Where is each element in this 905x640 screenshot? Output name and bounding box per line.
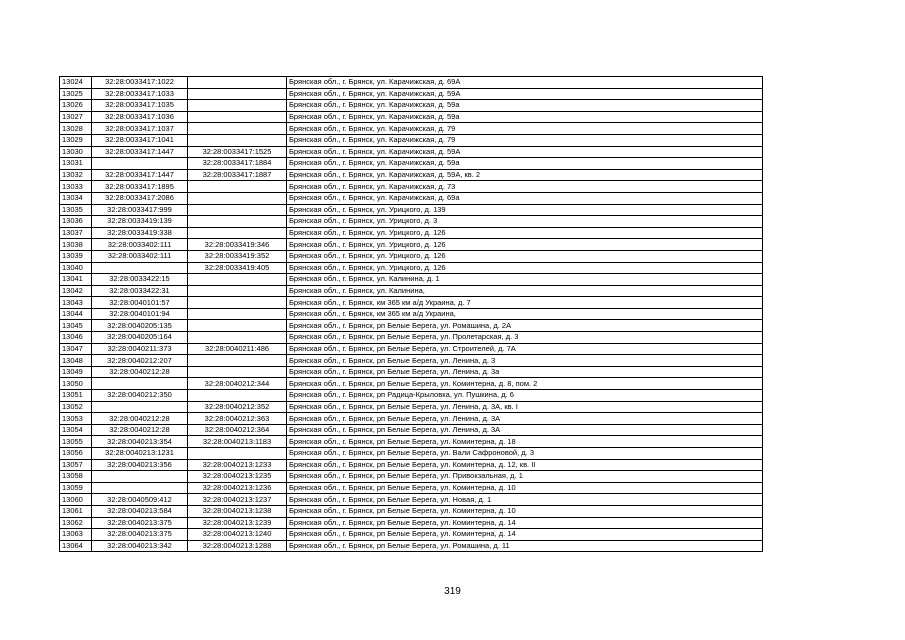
table-row: [60, 192, 763, 204]
table-row: [60, 401, 763, 413]
table-row: [60, 424, 763, 436]
row-number-cell: 13052: [60, 401, 92, 413]
table-row: [60, 181, 763, 193]
table-row: [60, 517, 763, 529]
related-cadastral-number-cell: [188, 100, 287, 112]
cadastral-number-cell: [92, 262, 188, 274]
address-cell: Брянская обл., г. Брянск, рп Белые Берега, ул. Ромашина, д. 2А: [287, 320, 763, 332]
table-row: [60, 111, 763, 123]
address-cell: Брянская обл., г. Брянск, рп Белые Берега, ул. Новая, д. 1: [287, 494, 763, 506]
row-number-cell: 13035: [60, 204, 92, 216]
row-number-cell: 13064: [60, 540, 92, 552]
related-cadastral-number-cell: 32:28:0040212:344: [188, 378, 287, 390]
related-cadastral-number-cell: [188, 285, 287, 297]
table-row: [60, 239, 763, 251]
table-row: [60, 262, 763, 274]
address-cell: Брянская обл., г. Брянск, рп Белые Берега, ул. Коминтерна, д. 8, пом. 2: [287, 378, 763, 390]
address-cell: Брянская обл., г. Брянск, рп Белые Берега, ул. Ленина, д. 3А: [287, 413, 763, 425]
table-row: [60, 77, 763, 89]
table-row: [60, 413, 763, 425]
row-number-cell: 13057: [60, 459, 92, 471]
row-number-cell: 13061: [60, 505, 92, 517]
address-cell: Брянская обл., г. Брянск, рп Белые Берега, ул. Пролетарская, д. 3: [287, 332, 763, 344]
address-cell: Брянская обл., г. Брянск, рп Белые Берега, ул. Коминтерна, д. 18: [287, 436, 763, 448]
address-cell: Брянская обл., г. Брянск, рп Белые Берега, ул. Ленина, д. 3а: [287, 366, 763, 378]
related-cadastral-number-cell: 32:28:0040212:363: [188, 413, 287, 425]
address-cell: Брянская обл., г. Брянск, ул. Урицкого, д. 139: [287, 204, 763, 216]
table-row: [60, 169, 763, 181]
table-row: [60, 494, 763, 506]
cadastral-number-cell: 32:28:0033419:139: [92, 216, 188, 228]
table-row: [60, 204, 763, 216]
address-cell: Брянская обл., г. Брянск, ул. Карачижская, д. 69а: [287, 192, 763, 204]
address-cell: Брянская обл., г. Брянск, км 365 км а/д Украина,: [287, 308, 763, 320]
table-row: [60, 529, 763, 541]
cadastral-number-cell: 32:28:0033417:1041: [92, 134, 188, 146]
address-cell: Брянская обл., г. Брянск, ул. Карачижская, д. 59а: [287, 158, 763, 170]
table-row: [60, 158, 763, 170]
row-number-cell: 13044: [60, 308, 92, 320]
cadastral-number-cell: 32:28:0033417:1033: [92, 88, 188, 100]
cadastral-number-cell: 32:28:0040205:164: [92, 332, 188, 344]
row-number-cell: 13037: [60, 227, 92, 239]
row-number-cell: 13063: [60, 529, 92, 541]
related-cadastral-number-cell: 32:28:0033419:352: [188, 250, 287, 262]
table-row: [60, 343, 763, 355]
related-cadastral-number-cell: 32:28:0040213:1235: [188, 471, 287, 483]
related-cadastral-number-cell: 32:28:0040213:1239: [188, 517, 287, 529]
cadastral-number-cell: 32:28:0040213:375: [92, 517, 188, 529]
cadastral-number-cell: 32:28:0040211:373: [92, 343, 188, 355]
related-cadastral-number-cell: [188, 332, 287, 344]
row-number-cell: 13054: [60, 424, 92, 436]
row-number-cell: 13043: [60, 297, 92, 309]
related-cadastral-number-cell: [188, 192, 287, 204]
table-row: [60, 540, 763, 552]
related-cadastral-number-cell: [188, 123, 287, 135]
related-cadastral-number-cell: 32:28:0040213:1183: [188, 436, 287, 448]
table-row: [60, 100, 763, 112]
cadastral-number-cell: 32:28:0040212:28: [92, 366, 188, 378]
row-number-cell: 13051: [60, 390, 92, 402]
address-cell: Брянская обл., г. Брянск, рп Белые Берега, ул. Вали Сафроновой, д. 3: [287, 448, 763, 460]
table-row: [60, 378, 763, 390]
related-cadastral-number-cell: 32:28:0040213:1288: [188, 540, 287, 552]
table-row: [60, 227, 763, 239]
address-cell: Брянская обл., г. Брянск, рп Белые Берега, ул. Ленина, д. 3: [287, 355, 763, 367]
cadastral-number-cell: [92, 482, 188, 494]
address-cell: Брянская обл., г. Брянск, рп Белые Берега, ул. Ленина, д. 3А, кв. I: [287, 401, 763, 413]
related-cadastral-number-cell: 32:28:0033419:405: [188, 262, 287, 274]
cadastral-number-cell: 32:28:0033417:1037: [92, 123, 188, 135]
row-number-cell: 13036: [60, 216, 92, 228]
related-cadastral-number-cell: 32:28:0033417:1525: [188, 146, 287, 158]
cadastral-number-cell: 32:28:0040212:207: [92, 355, 188, 367]
related-cadastral-number-cell: [188, 111, 287, 123]
table-row: [60, 436, 763, 448]
table-row: [60, 88, 763, 100]
table-row: [60, 448, 763, 460]
related-cadastral-number-cell: [188, 355, 287, 367]
table-row: [60, 505, 763, 517]
cadastral-number-cell: 32:28:0033417:999: [92, 204, 188, 216]
cadastral-number-cell: 32:28:0033402:111: [92, 250, 188, 262]
cadastral-number-cell: 32:28:0033417:1036: [92, 111, 188, 123]
row-number-cell: 13046: [60, 332, 92, 344]
cadastral-number-cell: [92, 471, 188, 483]
address-cell: Брянская обл., г. Брянск, рп Белые Берега, ул. Коминтерна, д. 10: [287, 505, 763, 517]
cadastral-number-cell: 32:28:0033417:1447: [92, 146, 188, 158]
cadastral-number-cell: 32:28:0040205:135: [92, 320, 188, 332]
row-number-cell: 13042: [60, 285, 92, 297]
cadastral-number-cell: 32:28:0040212:28: [92, 424, 188, 436]
related-cadastral-number-cell: 32:28:0040213:1238: [188, 505, 287, 517]
related-cadastral-number-cell: 32:28:0040211:486: [188, 343, 287, 355]
table-row: [60, 308, 763, 320]
table-row: [60, 146, 763, 158]
cadastral-number-cell: [92, 401, 188, 413]
cadastral-number-cell: 32:28:0033417:2086: [92, 192, 188, 204]
address-cell: Брянская обл., г. Брянск, рп Белые Берега, ул. Ромашина, д. 11: [287, 540, 763, 552]
cadastral-number-cell: 32:28:0033417:1895: [92, 181, 188, 193]
address-cell: Брянская обл., г. Брянск, рп Белые Берега, ул. Строителей, д. 7А: [287, 343, 763, 355]
address-cell: Брянская обл., г. Брянск, ул. Карачижская, д. 69А: [287, 77, 763, 89]
related-cadastral-number-cell: 32:28:0040212:352: [188, 401, 287, 413]
address-cell: Брянская обл., г. Брянск, рп Белые Берега, ул. Коминтерна, д. 14: [287, 517, 763, 529]
address-cell: Брянская обл., г. Брянск, ул. Карачижская, д. 79: [287, 134, 763, 146]
related-cadastral-number-cell: [188, 181, 287, 193]
row-number-cell: 13029: [60, 134, 92, 146]
address-cell: Брянская обл., г. Брянск, ул. Урицкого, д. 126: [287, 250, 763, 262]
cadastral-number-cell: 32:28:0040213:342: [92, 540, 188, 552]
table-row: [60, 390, 763, 402]
table-row: [60, 216, 763, 228]
cadastral-number-cell: 32:28:0040213:1231: [92, 448, 188, 460]
row-number-cell: 13026: [60, 100, 92, 112]
related-cadastral-number-cell: [188, 448, 287, 460]
cadastral-number-cell: 32:28:0040101:57: [92, 297, 188, 309]
address-cell: Брянская обл., г. Брянск, ул. Карачижская, д. 59а: [287, 100, 763, 112]
row-number-cell: 13041: [60, 274, 92, 286]
address-cell: Брянская обл., г. Брянск, ул. Карачижская, д. 59А: [287, 146, 763, 158]
row-number-cell: 13027: [60, 111, 92, 123]
table-row: [60, 332, 763, 344]
address-cell: Брянская обл., г. Брянск, ул. Урицкого, д. 126: [287, 227, 763, 239]
address-cell: Брянская обл., г. Брянск, ул. Карачижская, д. 73: [287, 181, 763, 193]
row-number-cell: 13039: [60, 250, 92, 262]
related-cadastral-number-cell: 32:28:0040213:1236: [188, 482, 287, 494]
row-number-cell: 13040: [60, 262, 92, 274]
address-cell: Брянская обл., г. Брянск, рп Белые Берега, ул. Ленина, д. 3А: [287, 424, 763, 436]
related-cadastral-number-cell: 32:28:0033419:346: [188, 239, 287, 251]
cadastral-number-cell: [92, 158, 188, 170]
address-cell: Брянская обл., г. Брянск, рп Радица-Крыловка, ул. Пушкина, д. 6: [287, 390, 763, 402]
address-cell: Брянская обл., г. Брянск, рп Белые Берега, ул. Коминтерна, д. 12, кв. II: [287, 459, 763, 471]
page-number: 319: [444, 586, 461, 597]
related-cadastral-number-cell: [188, 274, 287, 286]
related-cadastral-number-cell: [188, 366, 287, 378]
cadastral-number-cell: 32:28:0033417:1035: [92, 100, 188, 112]
related-cadastral-number-cell: 32:28:0040213:1237: [188, 494, 287, 506]
row-number-cell: 13031: [60, 158, 92, 170]
related-cadastral-number-cell: 32:28:0040213:1240: [188, 529, 287, 541]
cadastral-number-cell: 32:28:0040101:94: [92, 308, 188, 320]
related-cadastral-number-cell: 32:28:0033417:1887: [188, 169, 287, 181]
address-cell: Брянская обл., г. Брянск, ул. Карачижская, д. 79: [287, 123, 763, 135]
row-number-cell: 13024: [60, 77, 92, 89]
row-number-cell: 13028: [60, 123, 92, 135]
cadastral-number-cell: 32:28:0040212:28: [92, 413, 188, 425]
row-number-cell: 13034: [60, 192, 92, 204]
address-cell: Брянская обл., г. Брянск, ул. Урицкого, д. 126: [287, 239, 763, 251]
address-cell: Брянская обл., г. Брянск, ул. Карачижская, д. 59а: [287, 111, 763, 123]
cadastral-number-cell: 32:28:0033417:1447: [92, 169, 188, 181]
related-cadastral-number-cell: [188, 320, 287, 332]
row-number-cell: 13053: [60, 413, 92, 425]
address-cell: Брянская обл., г. Брянск, рп Белые Берега, ул. Коминтерна, д. 14: [287, 529, 763, 541]
related-cadastral-number-cell: [188, 204, 287, 216]
row-number-cell: 13062: [60, 517, 92, 529]
row-number-cell: 13060: [60, 494, 92, 506]
related-cadastral-number-cell: [188, 88, 287, 100]
table-row: [60, 274, 763, 286]
address-cell: Брянская обл., г. Брянск, ул. Карачижская, д. 59А, кв. 2: [287, 169, 763, 181]
row-number-cell: 13048: [60, 355, 92, 367]
related-cadastral-number-cell: [188, 297, 287, 309]
cadastral-number-cell: 32:28:0033419:338: [92, 227, 188, 239]
related-cadastral-number-cell: 32:28:0033417:1884: [188, 158, 287, 170]
cadastral-number-cell: 32:28:0040509:412: [92, 494, 188, 506]
related-cadastral-number-cell: [188, 390, 287, 402]
address-cell: Брянская обл., г. Брянск, рп Белые Берега, ул. Привокзальная, д. 1: [287, 471, 763, 483]
cadastral-number-cell: 32:28:0040213:375: [92, 529, 188, 541]
address-cell: Брянская обл., г. Брянск, рп Белые Берега, ул. Коминтерна, д. 10: [287, 482, 763, 494]
table-row: [60, 366, 763, 378]
table-row: [60, 320, 763, 332]
related-cadastral-number-cell: 32:28:0040212:364: [188, 424, 287, 436]
table-row: [60, 355, 763, 367]
registry-table-body: [60, 77, 763, 552]
table-row: [60, 297, 763, 309]
cadastral-number-cell: [92, 378, 188, 390]
table-row: [60, 471, 763, 483]
address-cell: Брянская обл., г. Брянск, ул. Урицкого, д. 126: [287, 262, 763, 274]
table-row: [60, 285, 763, 297]
cadastral-number-cell: 32:28:0040213:356: [92, 459, 188, 471]
row-number-cell: 13033: [60, 181, 92, 193]
table-row: [60, 134, 763, 146]
related-cadastral-number-cell: [188, 308, 287, 320]
cadastral-number-cell: 32:28:0040213:354: [92, 436, 188, 448]
row-number-cell: 13049: [60, 366, 92, 378]
row-number-cell: 13038: [60, 239, 92, 251]
table-row: [60, 123, 763, 135]
address-cell: Брянская обл., г. Брянск, км 365 км а/д Украина, д. 7: [287, 297, 763, 309]
related-cadastral-number-cell: 32:28:0040213:1233: [188, 459, 287, 471]
cadastral-number-cell: 32:28:0033417:1022: [92, 77, 188, 89]
table-row: [60, 459, 763, 471]
cadastral-number-cell: 32:28:0040212:350: [92, 390, 188, 402]
related-cadastral-number-cell: [188, 216, 287, 228]
table-row: [60, 250, 763, 262]
address-cell: Брянская обл., г. Брянск, ул. Урицкого, д. 3: [287, 216, 763, 228]
row-number-cell: 13030: [60, 146, 92, 158]
related-cadastral-number-cell: [188, 134, 287, 146]
cadastral-number-cell: 32:28:0033402:111: [92, 239, 188, 251]
row-number-cell: 13050: [60, 378, 92, 390]
table-row: [60, 482, 763, 494]
row-number-cell: 13045: [60, 320, 92, 332]
cadastral-number-cell: 32:28:0033422:31: [92, 285, 188, 297]
row-number-cell: 13055: [60, 436, 92, 448]
row-number-cell: 13032: [60, 169, 92, 181]
cadastral-number-cell: 32:28:0040213:584: [92, 505, 188, 517]
row-number-cell: 13047: [60, 343, 92, 355]
address-cell: Брянская обл., г. Брянск, ул. Калинина, д. 1: [287, 274, 763, 286]
row-number-cell: 13058: [60, 471, 92, 483]
row-number-cell: 13059: [60, 482, 92, 494]
cadastral-number-cell: 32:28:0033422:15: [92, 274, 188, 286]
registry-table: [59, 76, 763, 552]
row-number-cell: 13025: [60, 88, 92, 100]
address-cell: Брянская обл., г. Брянск, ул. Калинина,: [287, 285, 763, 297]
address-cell: Брянская обл., г. Брянск, ул. Карачижская, д. 59А: [287, 88, 763, 100]
related-cadastral-number-cell: [188, 227, 287, 239]
related-cadastral-number-cell: [188, 77, 287, 89]
row-number-cell: 13056: [60, 448, 92, 460]
